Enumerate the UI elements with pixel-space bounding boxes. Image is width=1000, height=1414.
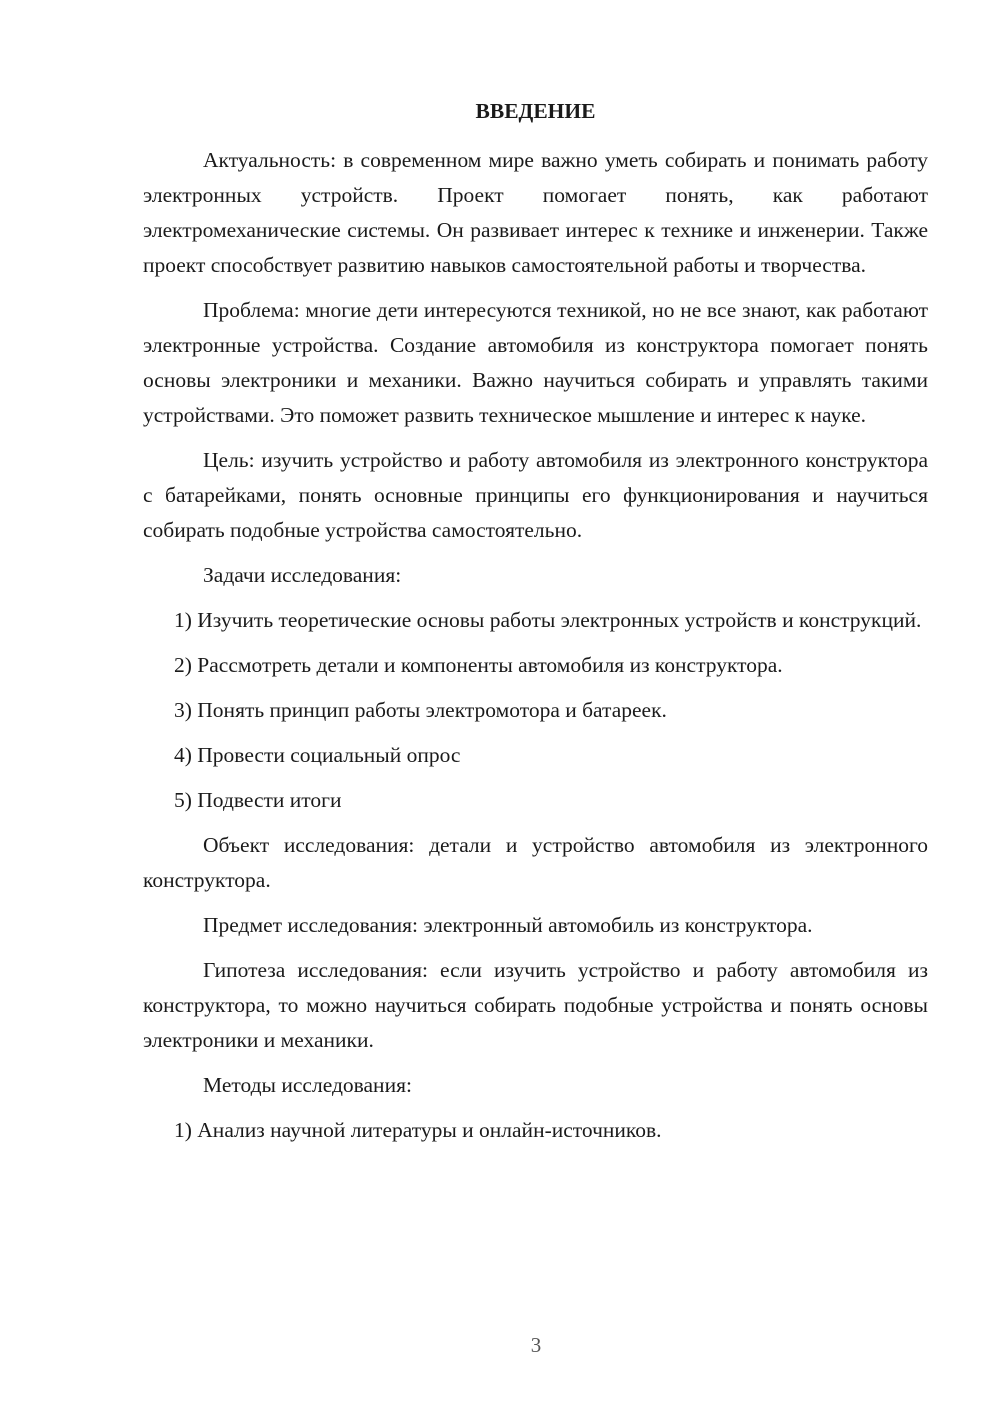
page-number: 3 [530, 1333, 542, 1357]
subject-paragraph: Предмет исследования: электронный автомобиль из конструктора. [203, 913, 813, 937]
object-paragraph: Объект исследования: детали и устройство автомобиля из электронного конструктора. [143, 833, 928, 892]
document-page [143, 94, 928, 1158]
relevance-paragraph: Актуальность: в современном мире важно уметь собирать и понимать работу электронных устройств. Проект помогает понять, как работают электромеханические системы. Он развивает интерес к технике и инженерии. Также проект способствует развитию навыков самостоятельной работы и творчества. [143, 148, 928, 277]
page-title: ВВЕДЕНИЕ [475, 99, 596, 123]
task-item-3: 3) Понять принцип работы электромотора и батареек. [174, 698, 667, 722]
method-item-1: 1) Анализ научной литературы и онлайн-источников. [174, 1118, 662, 1142]
hypothesis-paragraph: Гипотеза исследования: если изучить устройство и работу автомобиля из конструктора, то можно научиться собирать подобные устройства и понять основы электроники и механики. [143, 958, 928, 1052]
task-item-4: 4) Провести социальный опрос [174, 743, 461, 767]
tasks-heading: Задачи исследования: [203, 563, 402, 587]
task-item-5: 5) Подвести итоги [174, 788, 342, 812]
problem-paragraph: Проблема: многие дети интересуются техникой, но не все знают, как работают электронные устройства. Создание автомобиля из конструктора помогает понять основы электроники и механики. Важно научиться собирать и управлять такими устройствами. Это поможет развить техническое мышление и интерес к науке. [143, 298, 928, 427]
task-item-2: 2) Рассмотреть детали и компоненты автомобиля из конструктора. [174, 653, 783, 677]
methods-heading: Методы исследования: [203, 1073, 412, 1097]
goal-paragraph: Цель: изучить устройство и работу автомобиля из электронного конструктора с батарейками, понять основные принципы его функционирования и научиться собирать подобные устройства самостоятельно. [143, 448, 928, 542]
task-item-1: 1) Изучить теоретические основы работы электронных устройств и конструкций. [174, 608, 922, 632]
